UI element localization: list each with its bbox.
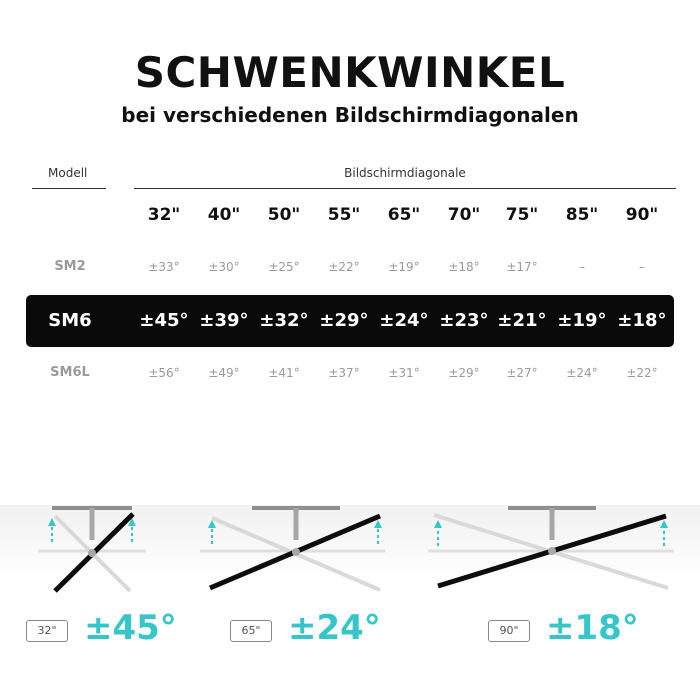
angle-cell: ±56°	[148, 366, 180, 380]
size-badge-65: 65"	[230, 620, 272, 642]
angle-cell: ±33°	[148, 260, 180, 274]
angle-cell: ±31°	[388, 366, 420, 380]
angle-cell: ±21°	[497, 310, 547, 331]
diagonal-column-header: Bildschirmdiagonale	[344, 166, 466, 180]
angle-cell: ±30°	[208, 260, 240, 274]
angle-cell: ±29°	[319, 310, 369, 331]
swivel-diagram-32	[38, 508, 146, 591]
page-subtitle: bei verschiedenen Bildschirmdiagonalen	[121, 103, 579, 127]
angle-cell: ±17°	[506, 260, 538, 274]
angle-cell: ±32°	[259, 310, 309, 331]
swivel-diagram-65	[200, 508, 385, 590]
size-cell: 90"	[625, 205, 659, 225]
pivot-joint	[88, 549, 96, 557]
size-cell: 85"	[565, 205, 599, 225]
angle-cell: ±37°	[328, 366, 360, 380]
angle-label-90: ±18°	[546, 608, 639, 648]
size-cell: 40"	[207, 205, 241, 225]
angle-cell: ±18°	[617, 310, 667, 331]
size-cell: 32"	[147, 205, 181, 225]
swivel-diagram-90	[428, 508, 674, 588]
size-cell: 70"	[447, 205, 481, 225]
size-badge-32: 32"	[26, 620, 68, 642]
angle-cell: ±19°	[388, 260, 420, 274]
size-cell: 65"	[387, 205, 421, 225]
size-cell: 55"	[327, 205, 361, 225]
angle-cell: ±24°	[379, 310, 429, 331]
angle-cell: ±23°	[439, 310, 489, 331]
angle-cell: ±18°	[448, 260, 480, 274]
angle-cell: ±39°	[199, 310, 249, 331]
angle-cell: ±29°	[448, 366, 480, 380]
size-badge-90: 90"	[488, 620, 530, 642]
angle-cell: ±45°	[139, 310, 189, 331]
angle-label-65: ±24°	[288, 608, 381, 648]
pivot-joint	[548, 547, 556, 555]
angle-cell: –	[639, 260, 645, 274]
model-label: SM6	[48, 310, 92, 331]
pivot-joint	[292, 548, 300, 556]
size-cell: 50"	[267, 205, 301, 225]
angle-cell: ±22°	[626, 366, 658, 380]
model-label: SM2	[54, 259, 86, 274]
angle-cell: ±27°	[506, 366, 538, 380]
model-label: SM6L	[50, 365, 90, 380]
angle-cell: ±22°	[328, 260, 360, 274]
angle-cell: ±24°	[566, 366, 598, 380]
page-title: SCHWENKWINKEL	[134, 48, 566, 97]
angle-cell: –	[579, 260, 585, 274]
angle-label-32: ±45°	[84, 608, 177, 648]
size-cell: 75"	[505, 205, 539, 225]
angle-cell: ±41°	[268, 366, 300, 380]
angle-cell: ±19°	[557, 310, 607, 331]
angle-cell: ±49°	[208, 366, 240, 380]
model-column-header: Modell	[48, 166, 88, 180]
angle-cell: ±25°	[268, 260, 300, 274]
